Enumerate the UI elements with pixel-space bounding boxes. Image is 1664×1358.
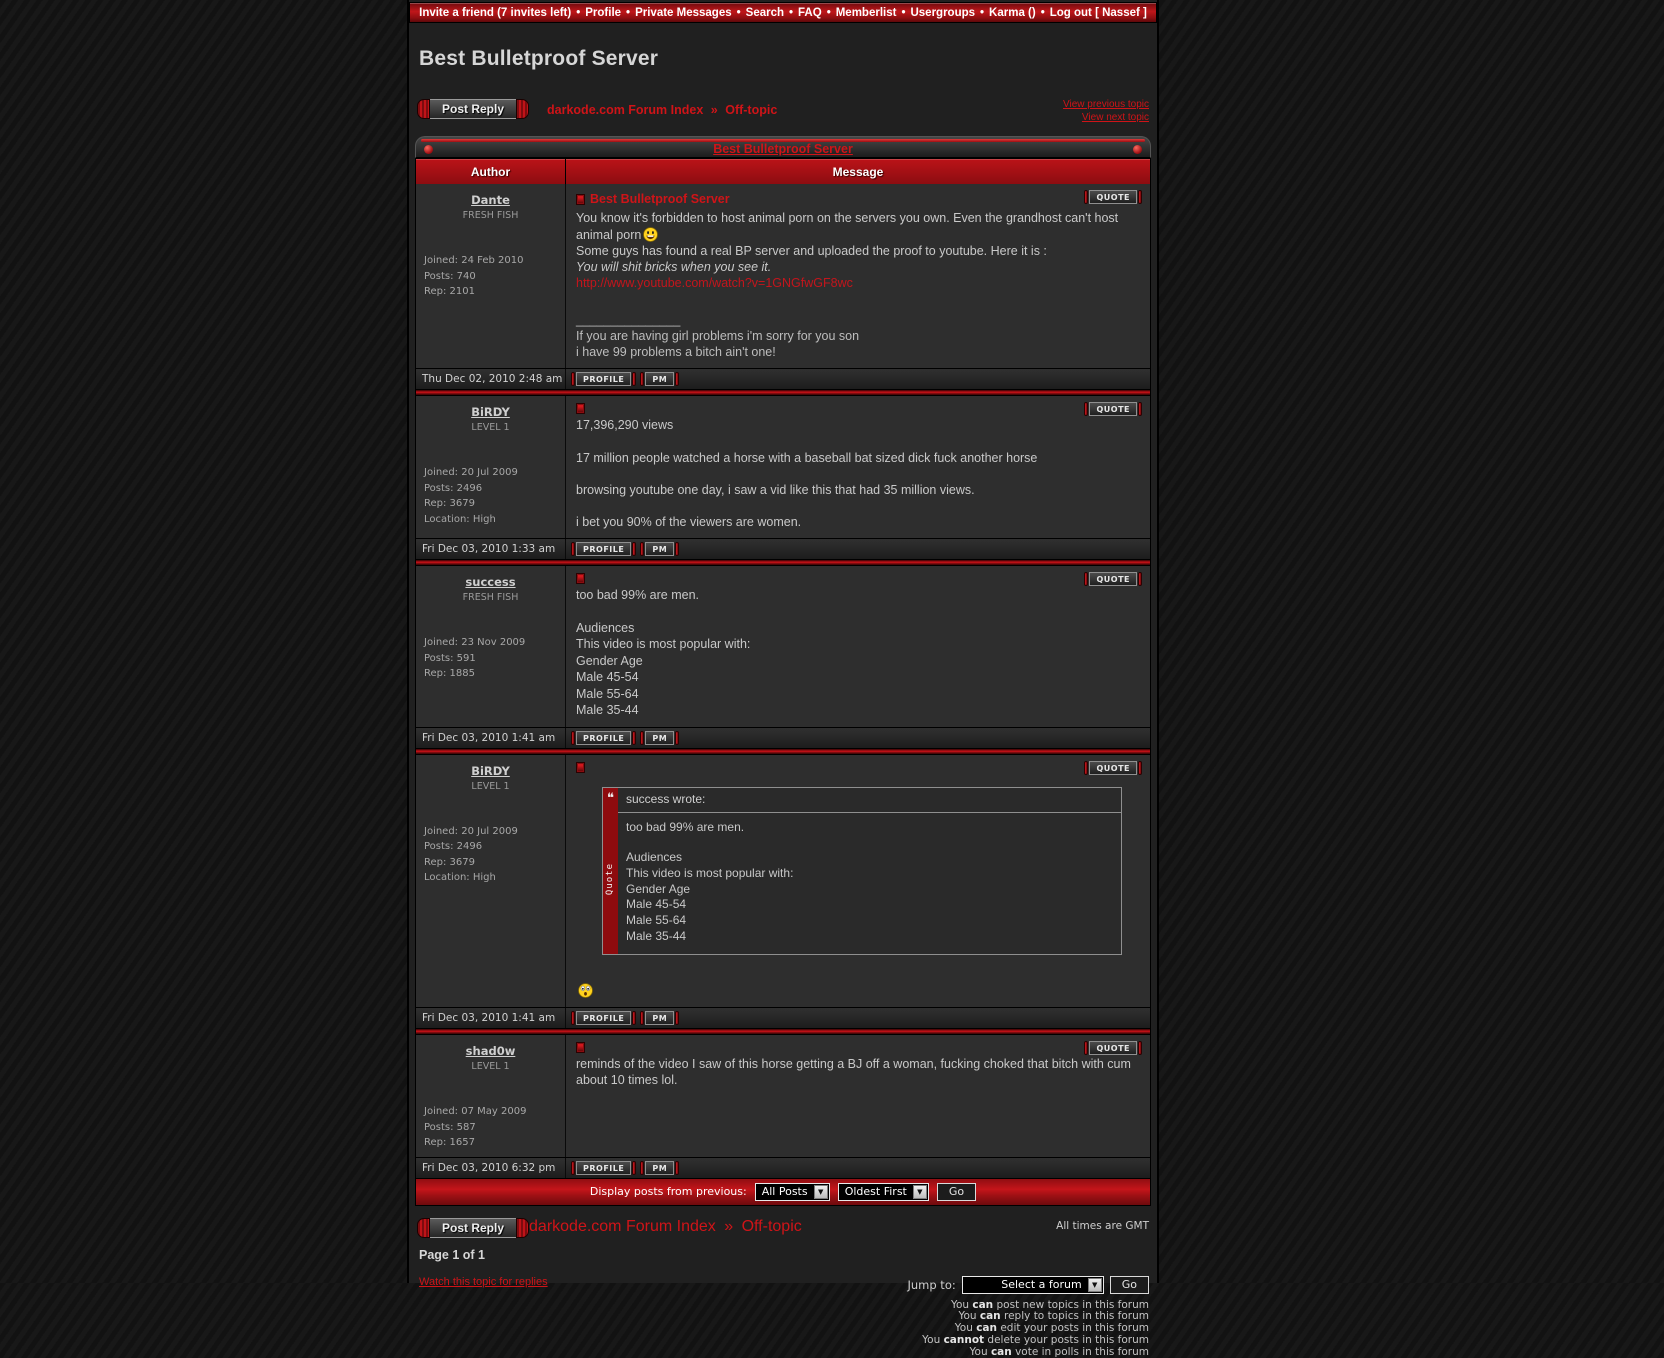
- quote-line: Male 45-54: [626, 897, 687, 912]
- message-cell: [566, 566, 1150, 726]
- quote-button-label: QUOTE: [1089, 190, 1137, 204]
- quote-line: This video is most popular with:: [626, 865, 794, 880]
- author-rank: FRESH FISH: [462, 210, 519, 221]
- quote-button-label: QUOTE: [1089, 761, 1137, 775]
- post-row: [416, 1035, 1150, 1157]
- author-posts: Posts: 591: [424, 652, 476, 664]
- profile-button-label: PROFILE: [576, 542, 631, 556]
- button-cap-icon: [675, 1011, 679, 1025]
- message-cell: [566, 755, 1150, 1008]
- profile-button[interactable]: [571, 1011, 636, 1025]
- author-cell: [416, 755, 566, 1008]
- post-body-line: [576, 983, 1140, 999]
- nav-search[interactable]: Search: [745, 6, 785, 19]
- quote-open-icon: ❝: [607, 789, 614, 805]
- nav-separator: •: [626, 6, 631, 19]
- message-cell: [566, 1035, 1150, 1157]
- pm-button[interactable]: [640, 372, 679, 386]
- button-cap-icon: [1138, 572, 1142, 586]
- select-arrow-icon: ▼: [814, 1185, 828, 1199]
- post-timestamp: Fri Dec 03, 2010 1:41 am: [416, 728, 566, 748]
- thread-toolbar-top: [409, 81, 1157, 130]
- post-separator: [416, 1028, 1150, 1035]
- author-name-link[interactable]: shad0w: [465, 1044, 516, 1059]
- top-navigation-bar: [409, 2, 1157, 23]
- author-cell: [416, 396, 566, 538]
- post-timestamp: Fri Dec 03, 2010 6:32 pm: [416, 1158, 566, 1178]
- author-cell: [416, 184, 566, 368]
- permission-line: You can edit your posts in this forum: [954, 1322, 1149, 1335]
- author-posts: Posts: 740: [424, 270, 476, 282]
- thread-title-bar: [415, 136, 1151, 158]
- red-dot-icon: [424, 145, 433, 154]
- button-cap-icon: [632, 542, 636, 556]
- signature: [576, 312, 1140, 361]
- post-body-line: i bet you 90% of the viewers are women.: [576, 515, 802, 529]
- breadcrumb-separator: »: [710, 103, 718, 117]
- breadcrumb-forum-index-link[interactable]: darkode.com Forum Index: [529, 1217, 716, 1235]
- nav-separator: •: [980, 6, 985, 19]
- author-rank: LEVEL 1: [471, 1061, 510, 1073]
- button-cap-icon: [640, 372, 644, 386]
- breadcrumb-offtopic-link[interactable]: Off-topic: [725, 103, 778, 117]
- post-timestamp: Fri Dec 03, 2010 1:41 am: [416, 1008, 566, 1028]
- post-row: [416, 755, 1150, 1008]
- timezone-note: All times are GMT: [1056, 1219, 1149, 1232]
- quote-line: Male 35-44: [626, 929, 687, 944]
- author-meta: [424, 253, 557, 300]
- quote-button[interactable]: [1084, 1041, 1142, 1055]
- bottom-row: [409, 1262, 1157, 1358]
- author-rep: Rep: 1657: [424, 1137, 475, 1149]
- pm-button[interactable]: [640, 1011, 679, 1025]
- forum-permissions: [907, 1300, 1149, 1358]
- author-joined: Joined: 20 Jul 2009: [424, 825, 518, 837]
- post-icon: [576, 573, 585, 584]
- post-footer-row: [416, 538, 1150, 559]
- nav-memberlist[interactable]: Memberlist: [835, 6, 897, 19]
- author-joined: Joined: 07 May 2009: [424, 1106, 527, 1118]
- quote-line: Audiences: [626, 849, 683, 864]
- button-cap-icon: [417, 99, 430, 119]
- post-body-line: Male 35-44: [576, 703, 639, 717]
- button-cap-icon: [516, 1218, 529, 1238]
- thread-container: [415, 136, 1151, 1206]
- display-posts-bar: [416, 1178, 1150, 1205]
- breadcrumb-bottom: [529, 1218, 802, 1236]
- button-cap-icon: [640, 1011, 644, 1025]
- posts-filter-select[interactable]: [755, 1183, 830, 1201]
- author-rep: Rep: 2101: [424, 286, 475, 297]
- button-cap-icon: [516, 99, 529, 119]
- button-cap-icon: [571, 1161, 575, 1175]
- post-body-list: [576, 620, 1140, 719]
- nav-invite-friend[interactable]: Invite a friend (7 invites left): [419, 6, 572, 19]
- red-dot-icon: [1133, 145, 1142, 154]
- post-body-line: too bad 99% are men.: [576, 588, 699, 603]
- message-cell: [566, 396, 1150, 538]
- post-icon: [576, 1042, 585, 1053]
- post-row: [416, 396, 1150, 538]
- post-reply-button[interactable]: [417, 99, 529, 119]
- pm-button[interactable]: [640, 731, 679, 745]
- post-icon: [576, 194, 585, 205]
- button-cap-icon: [632, 731, 636, 745]
- profile-button-label: PROFILE: [576, 731, 631, 745]
- message-column-header: Message: [832, 164, 884, 179]
- profile-button-label: PROFILE: [576, 372, 631, 386]
- page-number-info: Page 1 of 1: [419, 1247, 485, 1262]
- button-cap-icon: [1138, 761, 1142, 775]
- permission-line: You can reply to topics in this forum: [958, 1310, 1149, 1323]
- post-separator: [416, 559, 1150, 566]
- message-cell: [566, 184, 1150, 368]
- button-cap-icon: [632, 1161, 636, 1175]
- post-timestamp: Fri Dec 03, 2010 1:33 am: [416, 539, 566, 559]
- thread-title-link[interactable]: Best Bulletproof Server: [713, 142, 853, 156]
- breadcrumb: [547, 103, 777, 117]
- nav-logout[interactable]: Log out [ Nassef ]: [1049, 6, 1147, 19]
- quote-side-label: Quote: [604, 862, 615, 895]
- post-body-line: This video is most popular with:: [576, 637, 751, 651]
- quote-side-bar: [603, 788, 618, 954]
- page-title: Best Bulletproof Server: [419, 47, 659, 70]
- post-body-line: You will shit bricks when you see it.: [576, 260, 772, 274]
- nav-separator: •: [576, 6, 581, 19]
- button-cap-icon: [571, 542, 575, 556]
- author-name-link[interactable]: success: [465, 575, 516, 590]
- post-reply-label: Post Reply: [430, 1218, 516, 1238]
- quote-button[interactable]: [1084, 402, 1142, 416]
- quote-body: [618, 813, 1121, 954]
- button-cap-icon: [417, 1218, 430, 1238]
- button-cap-icon: [1138, 1041, 1142, 1055]
- author-name-link[interactable]: BiRDY: [471, 405, 510, 420]
- view-previous-topic-link[interactable]: View previous topic: [1063, 99, 1149, 110]
- post-separator: [416, 748, 1150, 755]
- display-go-button[interactable]: Go: [937, 1183, 976, 1201]
- button-cap-icon: [571, 1011, 575, 1025]
- nav-profile[interactable]: Profile: [585, 6, 622, 19]
- button-cap-icon: [1084, 572, 1088, 586]
- button-cap-icon: [1084, 1041, 1088, 1055]
- author-location: Location: High: [424, 513, 496, 525]
- signature-line: If you are having girl problems i'm sorry for you son: [576, 328, 860, 343]
- author-rank: FRESH FISH: [462, 592, 519, 604]
- author-meta: [424, 1104, 557, 1151]
- post-body-line: reminds of the video I saw of this horse getting a BJ off a woman, fucking choked that bitch with cum about 10 times lol.: [576, 1057, 1131, 1088]
- post-row: [416, 566, 1150, 726]
- view-next-topic-link[interactable]: View next topic: [1081, 111, 1149, 123]
- author-column-header: Author: [416, 159, 566, 184]
- nav-separator: •: [789, 6, 794, 19]
- youtube-link[interactable]: http://www.youtube.com/watch?v=1GNGfwGF8wc: [576, 276, 853, 291]
- quote-button[interactable]: [1084, 572, 1142, 586]
- profile-button-label: PROFILE: [576, 1161, 631, 1175]
- profile-button[interactable]: [571, 731, 636, 745]
- author-cell: [416, 566, 566, 726]
- post-icon: [576, 403, 585, 414]
- post-body-line: Male 55-64: [576, 686, 639, 701]
- nav-faq[interactable]: FAQ: [798, 6, 822, 19]
- nav-separator: •: [1040, 6, 1045, 19]
- author-posts: Posts: 2496: [424, 841, 483, 852]
- jump-to-value: Select a forum: [1001, 1278, 1082, 1292]
- author-joined: Joined: 24 Feb 2010: [424, 255, 524, 266]
- nav-usergroups[interactable]: Usergroups: [910, 6, 976, 19]
- author-meta: [424, 824, 557, 886]
- post-reply-label: Post Reply: [430, 99, 516, 119]
- thread-toolbar-bottom: [409, 1206, 1157, 1238]
- author-posts: Posts: 2496: [424, 482, 483, 494]
- nav-karma[interactable]: Karma (): [989, 6, 1036, 19]
- display-posts-label: Display posts from previous:: [589, 1185, 747, 1199]
- signature-line: i have 99 problems a bitch ain't one!: [576, 345, 776, 359]
- pm-button[interactable]: [640, 542, 679, 556]
- nav-separator: •: [826, 6, 831, 19]
- grin-smiley-icon: [643, 227, 658, 242]
- permission-line: You can post new topics in this forum: [950, 1298, 1149, 1311]
- author-meta: [424, 465, 557, 527]
- post-body-line: 17,396,290 views: [576, 418, 674, 433]
- button-cap-icon: [640, 542, 644, 556]
- permission-line: You can vote in polls in this forum: [969, 1345, 1149, 1358]
- button-cap-icon: [1138, 190, 1142, 204]
- shocked-smiley-icon: [578, 983, 593, 998]
- quote-line: Gender Age: [626, 881, 691, 896]
- pm-button-label: PM: [645, 542, 674, 556]
- button-cap-icon: [1084, 761, 1088, 775]
- jump-to-select[interactable]: [962, 1276, 1104, 1294]
- author-posts: Posts: 587: [424, 1121, 476, 1133]
- button-cap-icon: [675, 372, 679, 386]
- post-row: [416, 184, 1150, 368]
- post-body-line: 17 million people watched a horse with a baseball bat sized dick fuck another horse: [576, 450, 1038, 465]
- jump-area: [907, 1276, 1149, 1358]
- post-body-line: Some guys has found a real BP server and uploaded the proof to youtube. Here it is :: [576, 243, 1047, 258]
- profile-button[interactable]: [571, 542, 636, 556]
- post-body-line: Gender Age: [576, 653, 643, 668]
- jump-go-button[interactable]: Go: [1110, 1276, 1149, 1294]
- post-footer-row: [416, 368, 1150, 389]
- button-cap-icon: [1084, 402, 1088, 416]
- button-cap-icon: [632, 372, 636, 386]
- author-rank: LEVEL 1: [471, 780, 510, 792]
- quote-line: Male 55-64: [626, 913, 687, 928]
- button-cap-icon: [675, 1161, 679, 1175]
- post-icon: [576, 762, 585, 773]
- post-footer-row: [416, 727, 1150, 748]
- post-footer-row: [416, 1157, 1150, 1178]
- author-cell: [416, 1035, 566, 1157]
- quote-header: success wrote:: [618, 788, 1121, 814]
- profile-button[interactable]: [571, 1161, 636, 1175]
- button-cap-icon: [1138, 402, 1142, 416]
- post-body-line: browsing youtube one day, i saw a vid like this that had 35 million views.: [576, 482, 975, 497]
- quote-button-label: QUOTE: [1089, 572, 1137, 586]
- post-reply-button-bottom[interactable]: [417, 1218, 529, 1238]
- jump-to-label: Jump to:: [907, 1277, 956, 1292]
- nav-private-messages[interactable]: Private Messages: [635, 6, 732, 19]
- button-cap-icon: [640, 731, 644, 745]
- button-cap-icon: [675, 542, 679, 556]
- post-body-line: Male 45-54: [576, 670, 639, 684]
- permission-line: You cannot delete your posts in this forum: [922, 1333, 1149, 1346]
- breadcrumb-forum-index-link[interactable]: darkode.com Forum Index: [547, 103, 704, 117]
- post-footer-row: [416, 1007, 1150, 1028]
- button-cap-icon: [571, 372, 575, 386]
- pm-button-label: PM: [645, 731, 674, 745]
- author-meta: [424, 635, 557, 682]
- forum-page: [407, 0, 1159, 1358]
- post-timestamp: Thu Dec 02, 2010 2:48 am: [416, 369, 566, 389]
- post-body-line: You know it's forbidden to host animal porn on the servers you own. Even the grandhost can't host animal porn: [576, 211, 1119, 242]
- quote-button[interactable]: [1084, 761, 1142, 775]
- select-arrow-icon: ▼: [913, 1185, 927, 1199]
- quote-line: too bad 99% are men.: [626, 820, 745, 835]
- post-subject: Best Bulletproof Server: [590, 192, 730, 206]
- post-separator: [416, 389, 1150, 396]
- table-column-header: [416, 159, 1150, 184]
- quote-button-label: QUOTE: [1089, 402, 1137, 416]
- pm-button-label: PM: [645, 372, 674, 386]
- author-name-link[interactable]: BiRDY: [471, 763, 510, 778]
- author-name-link[interactable]: Dante: [471, 193, 510, 207]
- button-cap-icon: [571, 731, 575, 745]
- pm-button-label: PM: [645, 1161, 674, 1175]
- signature-divider: _______________: [576, 312, 681, 327]
- post-body-line: Audiences: [576, 620, 635, 635]
- quote-block: [602, 787, 1122, 955]
- pm-button-label: PM: [645, 1011, 674, 1025]
- author-joined: Joined: 23 Nov 2009: [424, 637, 526, 649]
- author-joined: Joined: 20 Jul 2009: [424, 467, 518, 479]
- quote-button[interactable]: [1084, 190, 1142, 204]
- watch-topic-link[interactable]: Watch this topic for replies: [419, 1275, 548, 1288]
- posts-filter-value: All Posts: [761, 1185, 808, 1199]
- quote-button-label: QUOTE: [1089, 1041, 1137, 1055]
- topic-nav-links: [1063, 99, 1149, 124]
- nav-separator: •: [736, 6, 741, 19]
- profile-button-label: PROFILE: [576, 1011, 631, 1025]
- author-rep: Rep: 1885: [424, 668, 475, 680]
- button-cap-icon: [675, 731, 679, 745]
- nav-separator: •: [901, 6, 906, 19]
- posts-order-value: Oldest First: [844, 1185, 907, 1199]
- pm-button[interactable]: [640, 1161, 679, 1175]
- select-arrow-icon: ▼: [1088, 1278, 1102, 1292]
- profile-button[interactable]: [571, 372, 636, 386]
- author-rank: LEVEL 1: [471, 422, 510, 434]
- breadcrumb-offtopic-link[interactable]: Off-topic: [741, 1217, 802, 1235]
- author-rep: Rep: 3679: [424, 498, 475, 510]
- button-cap-icon: [632, 1011, 636, 1025]
- breadcrumb-separator: »: [724, 1217, 734, 1235]
- button-cap-icon: [1084, 190, 1088, 204]
- button-cap-icon: [640, 1161, 644, 1175]
- posts-table: [415, 158, 1151, 1206]
- author-rep: Rep: 3679: [424, 856, 475, 868]
- author-location: Location: High: [424, 872, 496, 883]
- posts-order-select[interactable]: [838, 1183, 929, 1201]
